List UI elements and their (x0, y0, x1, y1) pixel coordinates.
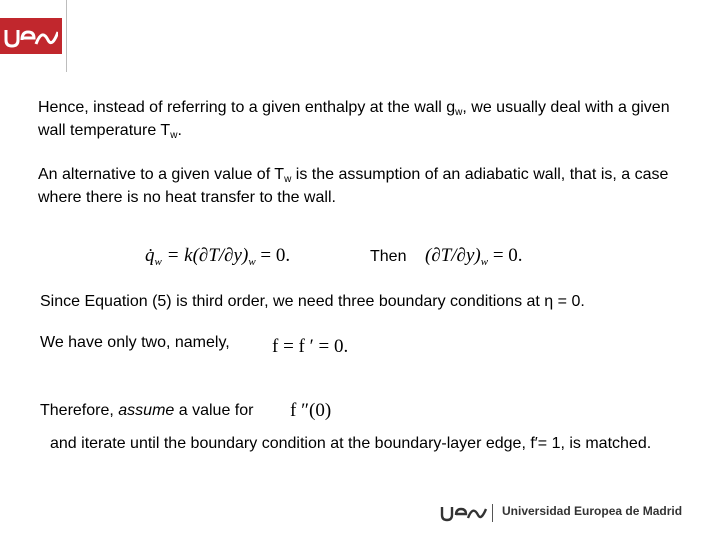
then-label: Then (370, 248, 407, 265)
para2-text-1: An alternative to a given value of T (38, 166, 285, 183)
ue-logo-icon (4, 22, 58, 50)
equation-adiabatic (425, 245, 523, 273)
para1-text-2: , we usually deal with a given wall temperature T (38, 99, 670, 139)
assume-suffix: a value for (174, 402, 254, 419)
eq1-mid-sub: w (248, 256, 256, 268)
para2-sub-1: w (284, 174, 292, 185)
ue-footer-icon (440, 501, 488, 523)
eq1-q: q̇ (145, 245, 155, 266)
paragraph-iterate: and iterate until the boundary condition at the boundary-layer edge, f′= 1, is matched. (50, 435, 652, 452)
para2-text-2: is the assumption of an adiabatic wall, that is, a case where there is no heat transfer to the wall. (38, 166, 669, 206)
paragraph-wall-temperature (38, 96, 688, 142)
eq1-end: = 0. (255, 245, 291, 266)
equation-heat-flux (145, 245, 290, 273)
para1-text-3: . (177, 122, 182, 139)
eq2-lhs: (∂T/∂y) (425, 245, 481, 266)
paragraph-adiabatic-wall (38, 163, 688, 209)
para1-sub-1: w (455, 107, 463, 118)
equation-f-double-prime: f ″(0) (290, 400, 332, 421)
para1-sub-2: w (170, 130, 178, 141)
eq1-mid: = k(∂T/∂y) (161, 245, 249, 266)
eq2-end: = 0. (488, 245, 523, 266)
line-boundary-conditions: Since Equation (5) is third order, we need three boundary conditions at η = 0. (40, 293, 585, 310)
equation-f-conditions: f = f ′ = 0. (272, 336, 349, 357)
assume-emphasis: assume (118, 402, 175, 419)
line-assume (40, 401, 253, 421)
footer-university (440, 501, 683, 527)
eq1-q-sub: w (154, 256, 162, 268)
para1-text-1: Hence, instead of referring to a given enthalpy at the wall g (38, 99, 456, 116)
university-name: Universidad Europea de Madrid (502, 504, 683, 518)
assume-prefix: Therefore, (40, 402, 119, 419)
footer-divider (492, 504, 493, 522)
university-logo (0, 0, 67, 72)
eq2-lhs-sub: w (480, 256, 489, 268)
line-only-two: We have only two, namely, (40, 334, 230, 351)
